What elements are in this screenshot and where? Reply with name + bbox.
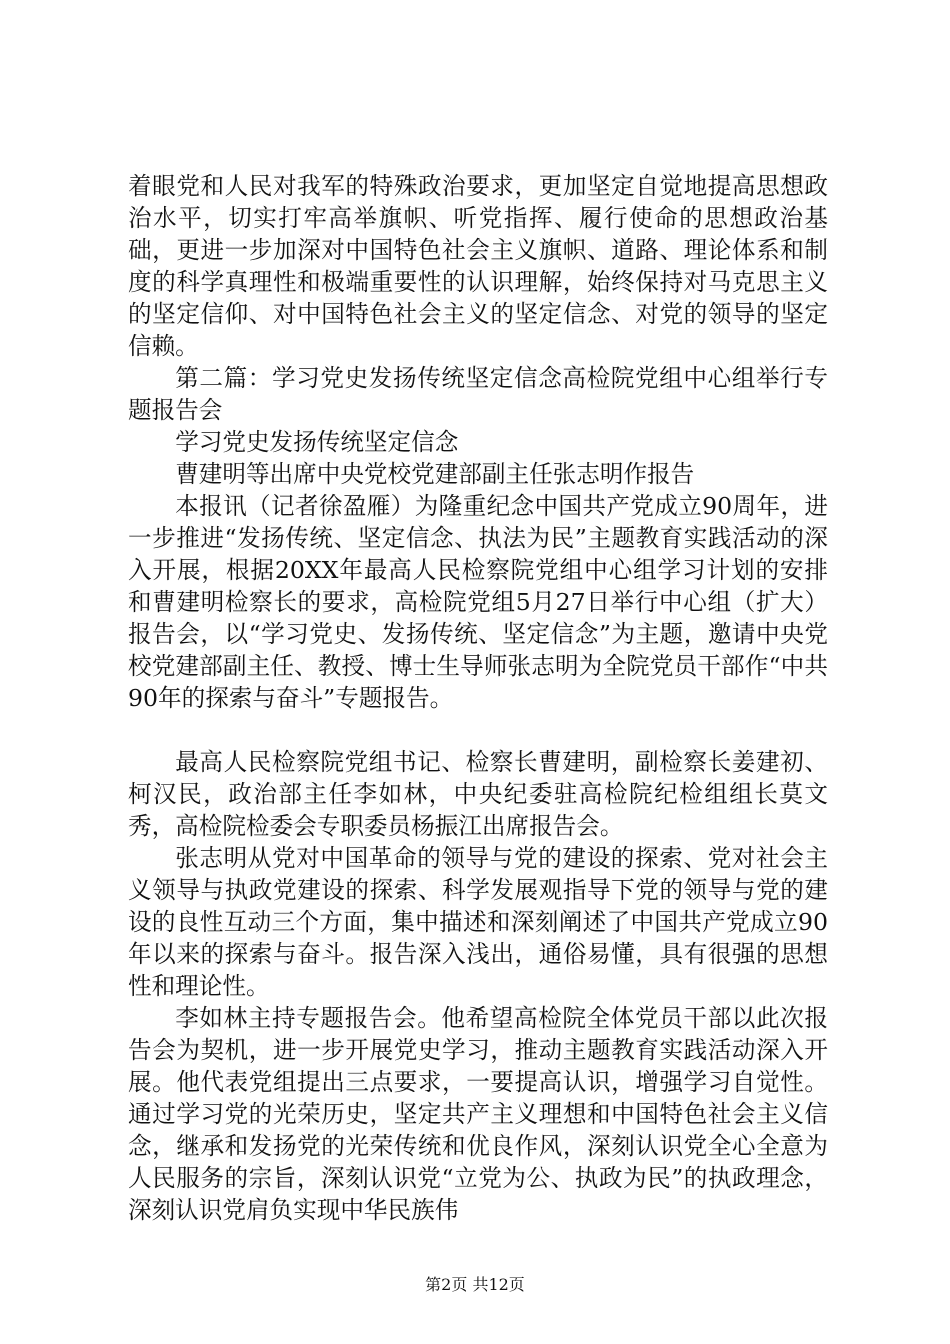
paragraph-host-remarks: 李如林主持专题报告会。他希望高检院全体党员干部以此次报告会为契机，进一步开展党史学习，推动主题教育实践活动深入开展。他代表党组提出三点要求，一要提高认识，增强学习自觉性。通过学习党的光荣历史，坚定共产主义理想和中国特色社会主义信念，继承和发扬党的光荣传统和优良作风，深刻认识党全心全意为人民服务的宗旨，深刻认识党“立党为公、执政为民”的执政理念，深刻认识党肩负实现中华民族伟: [128, 1004, 828, 1224]
paragraph-news-lead: 本报讯（记者徐盈雁）为隆重纪念中国共产党成立90周年，进一步推进“发扬传统、坚定信念、执法为民”主题教育实践活动的深入开展，根据20XX年最高人民检察院党组中心组学习计划的安排和曹建明检察长的要求，高检院党组5月27日举行中心组（扩大）报告会，以“学习党史、发扬传统、坚定信念”为主题，邀请中央党校党建部副主任、教授、博士生导师张志明为全院党员干部作“中共90年的探索与奋斗”专题报告。: [128, 492, 828, 712]
paragraph-continuation: 着眼党和人民对我军的特殊政治要求，更加坚定自觉地提高思想政治水平，切实打牢高举旗帜、听党指挥、履行使命的思想政治基础，更进一步加深对中国特色社会主义旗帜、道路、理论体系和制度的科学真理性和极端重要性的认识理解，始终保持对马克思主义的坚定信仰、对中国特色社会主义的坚定信念、对党的领导的坚定信赖。: [128, 172, 828, 360]
document-body: [128, 170, 828, 1226]
paragraph-gap: [128, 714, 828, 746]
paragraph-report-summary: 张志明从党对中国革命的领导与党的建设的探索、党对社会主义领导与执政党建设的探索、科学发展观指导下党的领导与党的建设的良性互动三个方面，集中描述和深刻阐述了中国共产党成立90年以来的探索与奋斗。报告深入浅出，通俗易懂，具有很强的思想性和理论性。: [128, 844, 828, 1000]
article-title: 学习党史发扬传统坚定信念: [175, 428, 459, 456]
article-subtitle: 曹建明等出席中央党校党建部副主任张志明作报告: [175, 460, 695, 488]
page-footer: 第2页 共12页: [425, 1275, 525, 1294]
section-heading: 第二篇：学习党史发扬传统坚定信念高检院党组中心组举行专题报告会: [128, 364, 828, 424]
paragraph-attendees: 最高人民检察院党组书记、检察长曹建明，副检察长姜建初、柯汉民，政治部主任李如林，中央纪委驻高检院纪检组组长莫文秀，高检院检委会专职委员杨振江出席报告会。: [128, 748, 828, 840]
